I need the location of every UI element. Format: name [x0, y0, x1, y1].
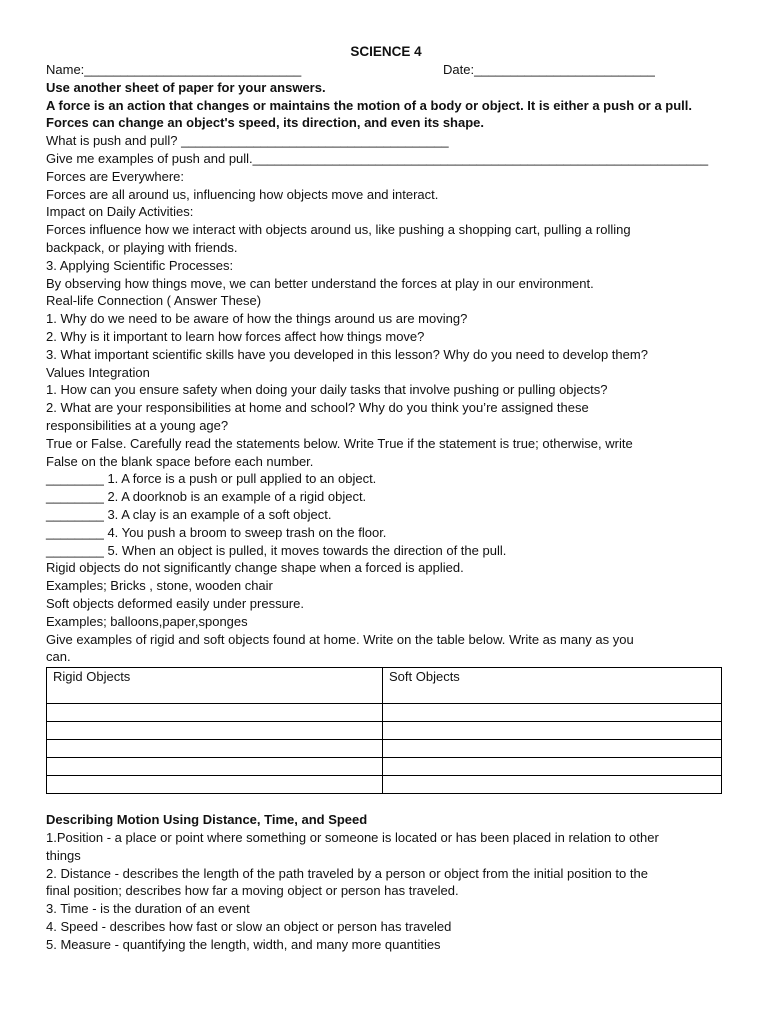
definition-line: 3. Time - is the duration of an event — [46, 901, 250, 917]
text-line: Examples; Bricks , stone, wooden chair — [46, 578, 273, 594]
intro-line: A force is an action that changes or maintains the motion of a body or object. It is either a push or a pull. — [46, 97, 693, 113]
text-line: 2. Why is it important to learn how forces affect how things move? — [46, 328, 425, 344]
table-row — [47, 722, 722, 740]
section-title: Describing Motion Using Distance, Time, and Speed — [46, 812, 368, 828]
text-line: 3. Applying Scientific Processes: — [46, 257, 234, 273]
instruction-text: Use another sheet of paper for your answers. — [46, 79, 326, 95]
text-line: By observing how things move, we can better understand the forces at play in our environment. — [46, 275, 594, 291]
table-row — [47, 758, 722, 776]
table-row — [47, 704, 722, 722]
text-line: ________ 1. A force is a push or pull applied to an object. — [46, 471, 377, 487]
definition-line: 4. Speed - describes how fast or slow an object or person has traveled — [46, 919, 452, 935]
definition-line: 5. Measure - quantifying the length, width, and many more quantities — [46, 936, 441, 952]
table-cell — [383, 722, 722, 740]
text-line: Impact on Daily Activities: — [46, 204, 194, 220]
text-line: True or False. Carefully read the statements below. Write True if the statement is true; otherwise, write — [46, 435, 633, 451]
text-line: 2. What are your responsibilities at home and school? Why do you think you’re assigned these — [46, 400, 589, 416]
table-cell — [383, 740, 722, 758]
text-line: ________ 4. You push a broom to sweep trash on the floor. — [46, 524, 387, 540]
text-line: Real-life Connection ( Answer These) — [46, 293, 262, 309]
text-line: ________ 5. When an object is pulled, it moves towards the direction of the pull. — [46, 542, 507, 558]
text-line: Give examples of rigid and soft objects found at home. Write on the table below. Write as many as you — [46, 631, 634, 647]
date-field: Date:_________________________ — [443, 62, 655, 77]
text-line: ________ 2. A doorknob is an example of a rigid object. — [46, 489, 367, 505]
table-cell — [47, 776, 383, 794]
soft-objects-header: Soft Objects — [383, 668, 722, 704]
definitions-list — [46, 829, 726, 954]
text-line: Forces are Everywhere: — [46, 168, 184, 184]
table-cell — [47, 740, 383, 758]
name-date-row — [46, 61, 726, 79]
table-cell — [47, 704, 383, 722]
spacer — [46, 794, 726, 811]
worksheet-body — [46, 132, 726, 666]
text-line: Soft objects deformed easily under pressure. — [46, 595, 304, 611]
definition-line: 1.Position - a place or point where something or someone is located or has been placed in relation to other — [46, 830, 659, 846]
text-line: Forces are all around us, influencing how objects move and interact. — [46, 186, 439, 202]
worksheet-title: SCIENCE 4 — [350, 44, 422, 59]
name-field: Name:______________________________ — [46, 62, 302, 77]
text-line: Examples; balloons,paper,sponges — [46, 613, 248, 629]
text-line: 1. Why do we need to be aware of how the things around us are moving? — [46, 311, 468, 327]
text-line: What is push and pull? _____________________________________ — [46, 133, 449, 149]
text-line: 3. What important scientific skills have you developed in this lesson? Why do you need to develop them? — [46, 346, 648, 362]
text-line: can. — [46, 649, 71, 665]
table-header-row — [47, 668, 722, 704]
text-line: Give me examples of push and pull._______________________________________________________________ — [46, 150, 709, 166]
intro-line: Forces can change an object's speed, its direction, and even its shape. — [46, 115, 485, 131]
table-cell — [383, 704, 722, 722]
table-row — [47, 776, 722, 794]
text-line: backpack, or playing with friends. — [46, 239, 238, 255]
table-cell — [47, 722, 383, 740]
text-line: Values Integration — [46, 364, 150, 380]
text-line: False on the blank space before each number. — [46, 453, 314, 469]
table-cell — [383, 776, 722, 794]
worksheet-page — [46, 43, 726, 954]
definition-line: things — [46, 847, 81, 863]
table-cell — [383, 758, 722, 776]
table-row — [47, 740, 722, 758]
definition-line: 2. Distance - describes the length of the path traveled by a person or object from the initial position to the — [46, 865, 648, 881]
table-cell — [47, 758, 383, 776]
text-line: Rigid objects do not significantly change shape when a forced is applied. — [46, 560, 464, 576]
text-line: 1. How can you ensure safety when doing your daily tasks that involve pushing or pulling objects? — [46, 382, 608, 398]
definition-line: final position; describes how far a moving object or person has traveled. — [46, 883, 459, 899]
text-line: responsibilities at a young age? — [46, 417, 229, 433]
text-line: Forces influence how we interact with objects around us, like pushing a shopping cart, pulling a rolling — [46, 222, 631, 238]
rigid-objects-header: Rigid Objects — [47, 668, 383, 704]
objects-table — [46, 667, 722, 794]
text-line: ________ 3. A clay is an example of a soft object. — [46, 506, 332, 522]
